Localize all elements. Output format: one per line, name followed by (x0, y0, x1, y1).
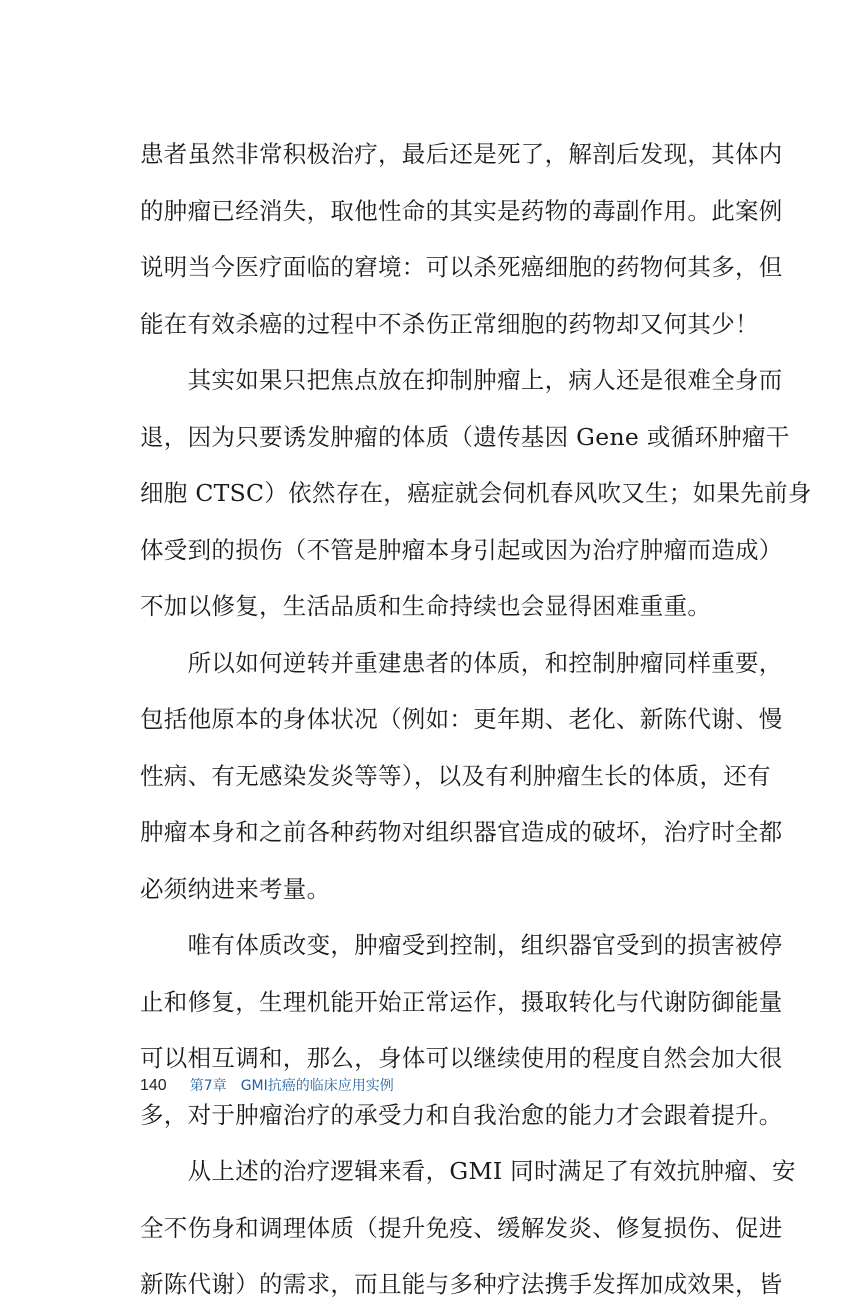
text-line: 多，对于肿瘤治疗的承受力和自我治愈的能力才会跟着提升。 (140, 1100, 783, 1129)
text-line: 不加以修复，生活品质和生命持续也会显得困难重重。 (140, 592, 712, 620)
running-chapter-title: 第7章 GMI抗癌的临床应用实例 (189, 1078, 394, 1094)
text-line: 患者虽然非常积极治疗，最后还是死了，解剖后发现，其体内 (140, 140, 783, 168)
text-line: 细胞 CTSC）依然存在，癌症就会伺机春风吹又生；如果先前身 (140, 479, 812, 507)
text-line: 新陈代谢）的需求，而且能与多种疗法携手发挥加成效果，皆 (140, 1270, 783, 1298)
text-line: 全不伤身和调理体质（提升免疫、缓解发炎、修复损伤、促进 (140, 1213, 783, 1242)
text-line: 所以如何逆转并重建患者的体质，和控制肿瘤同样重要， (140, 648, 783, 677)
text-line: 性病、有无感染发炎等等），以及有利肿瘤生长的体质，还有 (140, 761, 771, 790)
text-line: 必须纳进来考量。 (140, 874, 331, 903)
body-text (140, 126, 812, 1313)
text-line: 说明当今医疗面临的窘境：可以杀死癌细胞的药物何其多，但 (140, 253, 783, 281)
page-footer (140, 1073, 394, 1097)
text-line: 肿瘤本身和之前各种药物对组织器官造成的破坏，治疗时全都 (140, 818, 783, 846)
text-line: 其实如果只把焦点放在抑制肿瘤上，病人还是很难全身而 (140, 366, 783, 394)
text-line: 可以相互调和，那么，身体可以继续使用的程度自然会加大很 (140, 1044, 783, 1072)
text-line: 的肿瘤已经消失，取他性命的其实是药物的毒副作用。此案例 (140, 196, 783, 225)
text-line: 包括他原本的身体状况（例如：更年期、老化、新陈代谢、慢 (140, 705, 783, 733)
text-line: 能在有效杀癌的过程中不杀伤正常细胞的药物却又何其少！ (140, 309, 759, 338)
text-line: 体受到的损伤（不管是肿瘤本身引起或因为治疗肿瘤而造成） (140, 535, 783, 564)
text-line: 从上述的治疗逻辑来看，GMI 同时满足了有效抗肿瘤、安 (140, 1157, 796, 1185)
text-line: 退，因为只要诱发肿瘤的体质（遗传基因 Gene 或循环肿瘤干 (140, 422, 790, 451)
text-line: 唯有体质改变，肿瘤受到控制，组织器官受到的损害被停 (140, 931, 783, 959)
text-line: 止和修复，生理机能开始正常运作，摄取转化与代谢防御能量 (140, 987, 783, 1016)
page-number: 140 (140, 1077, 167, 1094)
